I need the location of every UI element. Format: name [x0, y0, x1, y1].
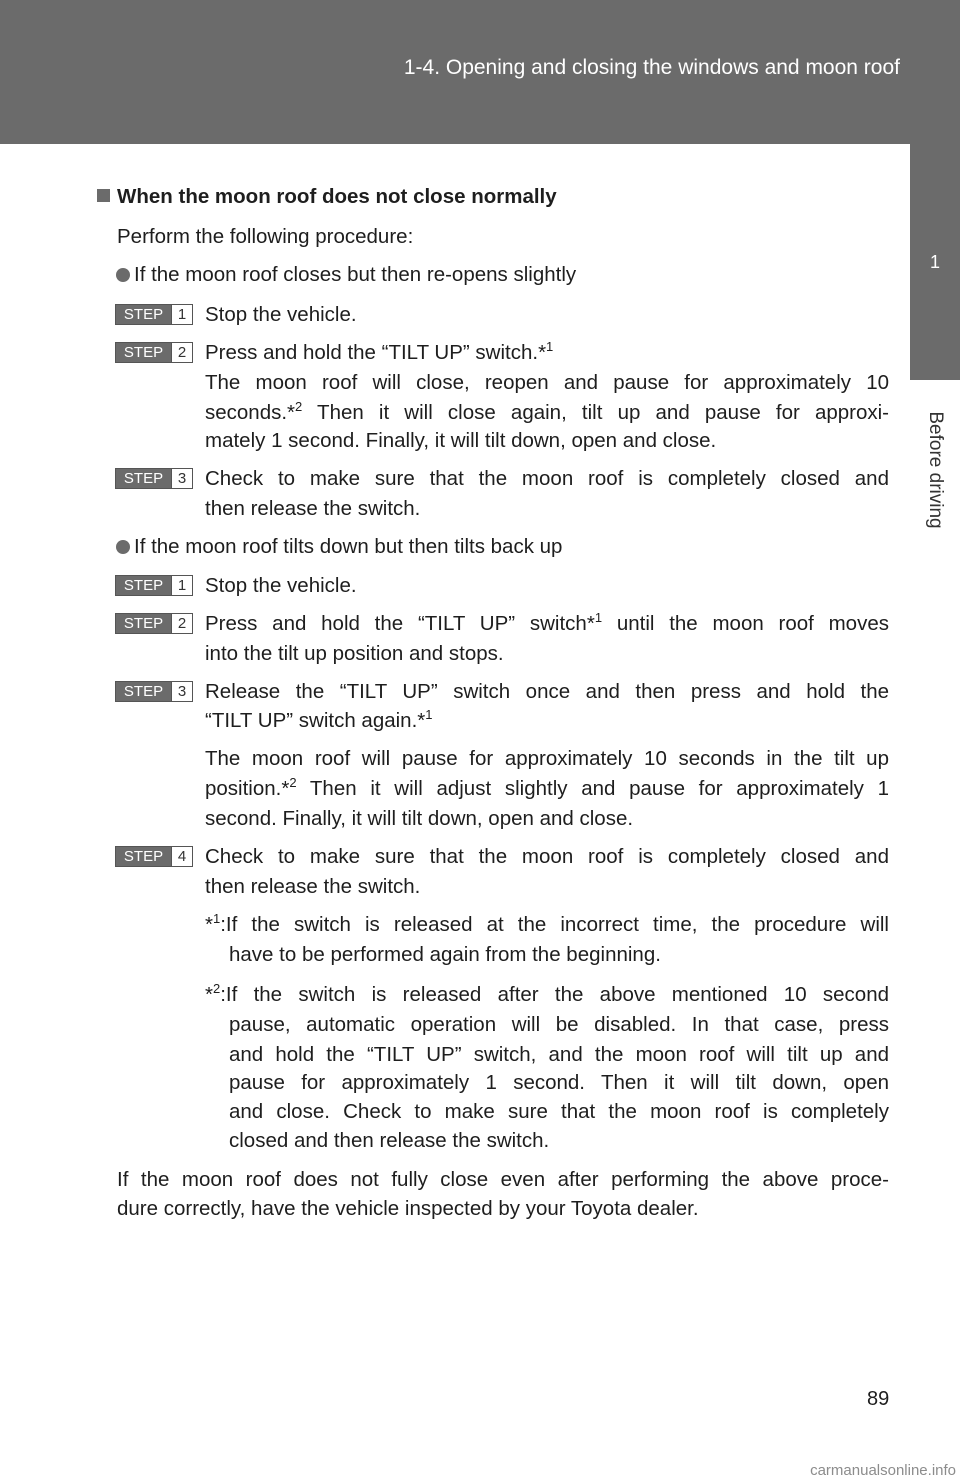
footnote-2-line5: and close. Check to make sure that the moon roof is completely	[229, 1100, 889, 1123]
case2-step3-line2: “TILT UP” switch again.*$^1$	[205, 707, 433, 732]
case2-step2-line2: into the tilt up position and stops.	[205, 642, 504, 665]
closing-line1: If the moon roof does not fully close even after performing the above proce-	[117, 1168, 889, 1191]
case2-step1-text: Stop the vehicle.	[205, 574, 357, 597]
circle-bullet-icon	[116, 268, 130, 282]
footnote-2-line6: closed and then release the switch.	[229, 1129, 550, 1152]
section-heading: When the moon roof does not close normally	[97, 182, 557, 212]
circle-bullet-icon	[116, 540, 130, 554]
square-bullet-icon	[97, 189, 110, 202]
page-header	[0, 0, 960, 144]
case2-step4-line2: then release the switch.	[205, 875, 421, 898]
closing-line2: dure correctly, have the vehicle inspected by your Toyota dealer.	[117, 1197, 699, 1220]
case1-step2-line3: seconds.*$^2$ Then it will close again, tilt up and pause for approxi-	[205, 399, 889, 424]
case1-step3-line1: Check to make sure that the moon roof is completely closed and	[205, 467, 889, 490]
case2-step3-para2: position.*$^2$ Then it will adjust slightly and pause for approximately 1	[205, 775, 889, 800]
case2-step3-line1: Release the “TILT UP” switch once and then press and hold the	[205, 680, 889, 703]
footnote-2-line4: pause for approximately 1 second. Then it will tilt down, open	[229, 1071, 889, 1094]
case1-step3-line2: then release the switch.	[205, 497, 421, 520]
chapter-label: Before driving	[925, 411, 946, 529]
step-badge-2: STEP 2	[115, 342, 193, 363]
chapter-number: 1	[910, 144, 960, 380]
page-number: 89	[867, 1388, 890, 1410]
step-badge-3: STEP 3	[115, 468, 193, 489]
case2-step3-para1: The moon roof will pause for approximately 10 seconds in the tilt up	[205, 747, 889, 770]
case2-step4-line1: Check to make sure that the moon roof is completely closed and	[205, 845, 889, 868]
case1-title: If the moon roof closes but then re-opens slightly	[116, 260, 576, 290]
case1-step2-line4: mately 1 second. Finally, it will tilt down, open and close.	[205, 429, 717, 452]
step-badge-3: STEP 3	[115, 681, 193, 702]
step-badge-1: STEP 1	[115, 304, 193, 325]
step-badge-1: STEP 1	[115, 575, 193, 596]
footnote-2-line3: and hold the “TILT UP” switch, and the moon roof will tilt up and	[229, 1043, 889, 1066]
step-badge-2: STEP 2	[115, 613, 193, 634]
footnote-1-line2: have to be performed again from the beginning.	[229, 943, 661, 966]
footnote-2-line2: pause, automatic operation will be disabled. In that case, press	[229, 1013, 889, 1036]
footnote-2-line1: *$^2$:If the switch is released after the above mentioned 10 second	[205, 981, 889, 1006]
site-watermark: carmanualsonline.info	[810, 1462, 956, 1479]
case2-step2-line1: Press and hold the “TILT UP” switch*$^1$ until the moon roof moves	[205, 610, 889, 635]
case2-title: If the moon roof tilts down but then tilts back up	[116, 532, 562, 562]
case1-step2-line1: Press and hold the “TILT UP” switch.*$^1$	[205, 339, 554, 364]
step-badge-4: STEP 4	[115, 846, 193, 867]
case2-step3-para3: second. Finally, it will tilt down, open and close.	[205, 807, 634, 830]
section-title: 1-4. Opening and closing the windows and moon roof	[403, 56, 900, 79]
case1-step1-text: Stop the vehicle.	[205, 303, 357, 326]
intro-text: Perform the following procedure:	[117, 225, 414, 248]
footnote-1-line1: *$^1$:If the switch is released at the incorrect time, the procedure will	[205, 911, 889, 936]
case1-step2-line2: The moon roof will close, reopen and pause for approximately 10	[205, 371, 889, 394]
